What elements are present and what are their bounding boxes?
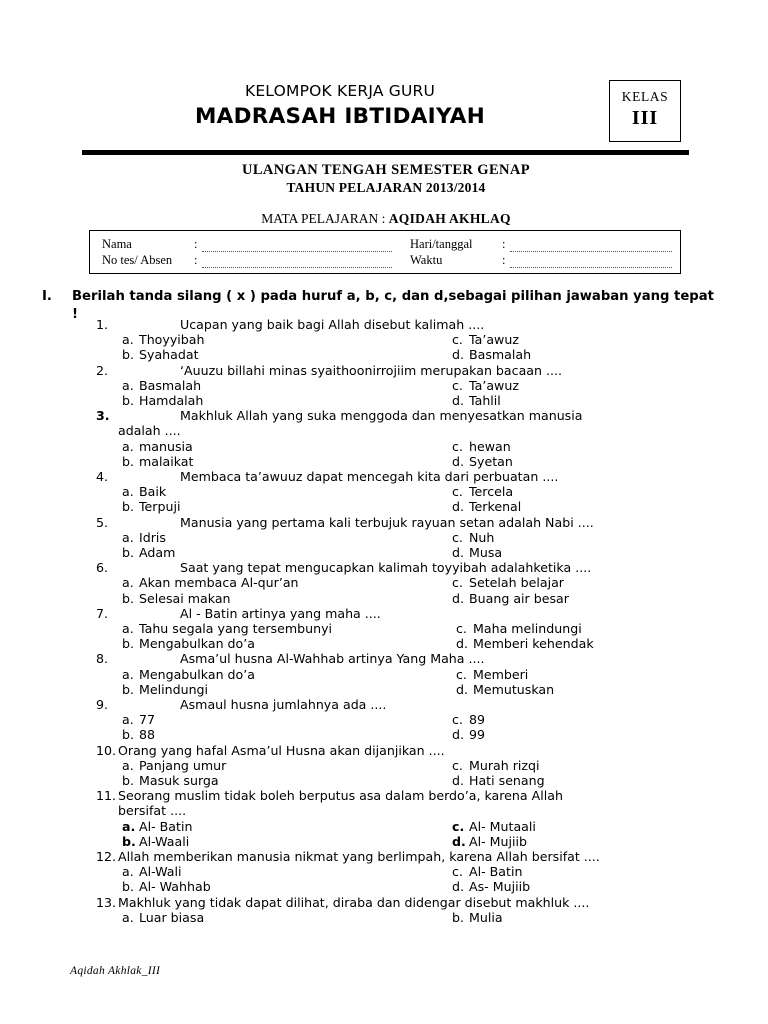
option-item[interactable] [122,621,332,636]
option-item[interactable] [452,758,540,773]
option-text: Selesai makan [139,590,231,606]
question-item [96,849,696,895]
question-number: 11. [96,788,117,804]
option-letter: d. [452,727,464,743]
option-text: Mulia [469,909,503,925]
option-letter: d. [456,681,468,697]
option-item[interactable] [452,332,519,347]
option-group [96,819,696,849]
option-item[interactable] [122,727,155,742]
option-text: Maha melindungi [473,620,582,636]
exam-subject-line [84,210,688,227]
option-item[interactable] [122,499,180,514]
identity-input-waktu[interactable] [510,256,672,268]
identity-label-waktu: Waktu [410,253,443,267]
option-text: Tahu segala yang tersembunyi [139,620,333,636]
option-letter: b. [122,590,134,606]
question-number: 3. [96,408,110,424]
option-item[interactable] [122,834,189,849]
student-identity-box [89,230,681,274]
option-text: Al- Mujiib [469,833,528,849]
option-item[interactable] [122,636,255,651]
option-item[interactable] [122,332,204,347]
identity-row-waktu [410,252,672,268]
option-letter: d. [452,392,464,408]
question-number: 2. [96,362,109,378]
option-letter: b. [122,681,134,697]
option-text: Nuh [469,529,495,545]
question-item [96,697,696,743]
option-text: malaikat [139,453,194,469]
option-item[interactable] [122,378,201,393]
identity-input-hari-tanggal[interactable] [510,240,672,252]
option-letter: b. [122,833,136,849]
exam-title: ULANGAN TENGAH SEMESTER GENAP [241,162,531,178]
option-text: Tercela [469,484,514,500]
option-text: Idris [139,529,166,545]
option-item[interactable] [122,758,226,773]
option-item[interactable] [456,621,582,636]
option-text: Baik [139,484,167,500]
question-text: Makhluk yang tidak dapat dilihat, diraba dan didengar disebut makhluk .... [118,894,590,910]
option-letter: a. [122,377,134,393]
option-text: Melindungi [139,681,209,697]
question-text: Membaca ta’awuuz dapat mencegah kita dari perbuatan .... [180,468,559,484]
identity-row-notes-absen [102,252,392,268]
option-letter: a. [122,620,134,636]
option-item[interactable] [122,575,299,590]
option-item[interactable] [452,575,564,590]
option-letter: a. [122,484,134,500]
option-letter: c. [456,620,467,636]
class-level-value: III [631,107,659,129]
option-letter: c. [452,575,463,591]
option-item[interactable] [452,879,530,894]
option-item[interactable] [452,773,545,788]
option-text: Memberi kehendak [473,636,594,652]
question-number: 1. [96,317,109,332]
option-text: Memutuskan [473,681,555,697]
question-item [96,317,696,363]
option-text: Terpuji [139,499,181,515]
question-item [96,606,696,652]
option-letter: b. [122,636,134,652]
identity-colon-hari-tanggal: : [502,237,506,251]
option-text: Al- Batin [469,864,523,880]
option-letter: c. [452,818,465,834]
option-item[interactable] [452,393,501,408]
option-item[interactable] [122,530,166,545]
identity-colon-waktu: : [502,253,506,267]
question-item [96,788,696,849]
question-item [96,743,696,789]
option-letter: a. [122,909,134,925]
option-letter: b. [122,879,134,895]
option-item[interactable] [452,439,511,454]
option-letter: a. [122,332,134,348]
question-head [96,697,696,712]
question-text: ‘Auuzu billahi minas syaithoonirrojiim merupakan bacaan .... [180,362,562,378]
option-letter: c. [456,666,467,682]
option-letter: a. [122,864,134,880]
page-footer: Aqidah Akhlak_III [70,965,161,977]
option-text: Al-Waali [139,833,190,849]
option-text: Syahadat [139,347,199,363]
question-head [96,895,696,910]
option-item[interactable] [452,864,522,879]
option-letter: b. [122,544,134,560]
option-letter: c. [452,484,463,500]
option-text: 99 [469,727,486,743]
question-text: Manusia yang pertama kali terbujuk rayuan setan adalah Nabi .... [180,514,594,530]
option-item[interactable] [122,484,166,499]
question-list [96,317,696,925]
question-text-continuation: adalah .... [118,423,181,439]
identity-label-nama: Nama [102,237,132,251]
class-level-box [609,80,681,142]
option-letter: a. [122,438,134,454]
option-text: hewan [469,438,511,454]
option-text: Basmalah [469,347,532,363]
question-head [96,560,696,575]
question-number: 4. [96,468,109,484]
option-item[interactable] [452,378,519,393]
option-text: Memberi [473,666,529,682]
option-item[interactable] [452,591,569,606]
option-item[interactable] [452,347,531,362]
question-item [96,560,696,606]
option-letter: d. [452,590,464,606]
option-letter: b. [122,499,134,515]
option-text: Akan membaca Al-qur’an [139,575,299,591]
option-letter: d. [452,347,464,363]
option-letter: b. [122,347,134,363]
option-letter: b. [122,772,134,788]
option-text: Buang air besar [469,590,569,606]
option-text: Tahlil [469,392,501,408]
option-group [96,332,696,362]
option-item[interactable] [452,834,527,849]
identity-input-nama[interactable] [202,240,392,252]
identity-row-hari-tanggal [410,236,672,252]
institution-title: MADRASAH IBTIDAIYAH [194,104,486,129]
option-letter: d. [452,499,464,515]
question-head [96,363,696,378]
option-letter: d. [452,453,464,469]
option-group [96,864,696,894]
option-group [96,910,696,925]
organization-title: KELOMPOK KERJA GURU [244,82,436,100]
option-letter: d. [452,544,464,560]
option-text: Murah rizqi [469,757,540,773]
identity-left-column [102,236,392,268]
option-item[interactable] [452,484,513,499]
exam-academic-year: TAHUN PELAJARAN 2013/2014 [286,180,486,195]
option-text: Thoyyibah [139,332,205,348]
option-item[interactable] [452,499,521,514]
option-letter: b. [122,392,134,408]
option-text: Setelah belajar [469,575,564,591]
question-text: Saat yang tepat mengucapkan kalimah toyyibah adalahketika .... [180,560,592,576]
option-text: Al- Batin [139,818,193,834]
option-text: Syetan [469,453,513,469]
question-text: Orang yang hafal Asma’ul Husna akan dijanjikan .... [118,742,445,758]
option-text: Ta’awuz [469,377,519,393]
option-group [96,621,696,651]
subject-value: AQIDAH AKHLAQ [388,211,511,226]
question-number: 6. [96,560,109,576]
option-item[interactable] [452,530,494,545]
option-item[interactable] [122,773,219,788]
option-group [96,758,696,788]
option-item[interactable] [122,545,175,560]
option-item[interactable] [122,393,203,408]
option-item[interactable] [122,712,155,727]
identity-input-notes-absen[interactable] [202,256,392,268]
option-item[interactable] [122,591,231,606]
class-level-label: KELAS [621,89,669,104]
identity-right-column [410,236,672,268]
option-item[interactable] [122,819,192,834]
identity-colon-nama: : [194,237,198,251]
option-item[interactable] [452,819,536,834]
section-number: I. [42,289,52,304]
option-letter: a. [122,575,134,591]
option-item[interactable] [452,712,485,727]
option-item[interactable] [122,439,193,454]
question-item [96,651,696,697]
option-letter: d. [452,833,466,849]
option-letter: d. [452,772,464,788]
option-text: Ta’awuz [469,332,519,348]
question-text: Seorang muslim tidak boleh berputus asa dalam berdo’a, karena Allah [118,788,563,804]
option-text: Masuk surga [139,772,219,788]
option-letter: b. [452,909,464,925]
question-head [96,788,696,803]
identity-label-hari-tanggal: Hari/tanggal [410,237,473,251]
question-number: 8. [96,651,109,667]
option-item[interactable] [122,682,208,697]
option-text: As- Mujiib [469,879,531,895]
option-letter: c. [452,712,463,728]
option-group [96,667,696,697]
option-letter: a. [122,529,134,545]
option-item[interactable] [456,682,554,697]
option-letter: d. [456,636,468,652]
option-group [96,575,696,605]
option-text: Adam [139,544,176,560]
question-item [96,515,696,561]
option-text: Al- Mutaali [469,818,536,834]
question-text: Ucapan yang baik bagi Allah disebut kalimah .... [180,317,485,332]
question-text-continuation: bersifat .... [118,803,187,819]
option-item[interactable] [122,667,255,682]
header-title-block [90,82,590,130]
question-item [96,469,696,515]
question-text: Asma’ul husna Al-Wahhab artinya Yang Maha .... [180,651,485,667]
question-head [96,849,696,864]
option-letter: b. [122,727,134,743]
option-letter: a. [122,818,136,834]
option-letter: a. [122,712,134,728]
question-text: Makhluk Allah yang suka menggoda dan menyesatkan manusia [180,408,583,424]
question-head [96,743,696,758]
option-group [96,530,696,560]
option-text: manusia [139,438,193,454]
option-text: Hamdalah [139,392,204,408]
question-head [96,651,696,666]
option-letter: a. [122,666,134,682]
option-text: Basmalah [139,377,202,393]
option-text: Al- Wahhab [139,879,211,895]
option-item[interactable] [122,910,204,925]
option-letter: a. [122,757,134,773]
question-text: Asmaul husna jumlahnya ada .... [180,696,387,712]
question-number: 13. [96,894,117,910]
subject-label: MATA PELAJARAN : [261,211,389,226]
option-group [96,484,696,514]
option-letter: d. [452,879,464,895]
option-text: 89 [469,712,486,728]
exam-title-block [84,161,688,227]
identity-label-notes-absen: No tes/ Absen [102,253,173,267]
option-item[interactable] [122,347,199,362]
option-item[interactable] [456,667,528,682]
option-text: Luar biasa [139,909,205,925]
question-head [96,408,696,423]
option-text: Hati senang [469,772,545,788]
option-letter: b. [122,453,134,469]
option-text: Al-Wali [139,864,182,880]
question-head [96,317,696,332]
option-group [96,439,696,469]
option-item[interactable] [452,727,485,742]
option-item[interactable] [122,864,182,879]
question-head [96,469,696,484]
option-item[interactable] [122,454,193,469]
option-text: Terkenal [469,499,522,515]
question-head [96,515,696,530]
option-item[interactable] [456,636,594,651]
option-item[interactable] [452,910,503,925]
identity-colon-notes-absen: : [194,253,198,267]
option-letter: c. [452,438,463,454]
option-item[interactable] [452,454,513,469]
question-item [96,363,696,409]
question-head [96,606,696,621]
option-text: Musa [469,544,503,560]
question-item [96,408,696,469]
question-number: 7. [96,605,109,621]
option-letter: c. [452,757,463,773]
option-letter: c. [452,377,463,393]
option-text: Panjang umur [139,757,227,773]
option-text: Mengabulkan do’a [139,666,255,682]
option-letter: c. [452,529,463,545]
question-text: Allah memberikan manusia nikmat yang berlimpah, karena Allah bersifat .... [118,848,600,864]
identity-row-nama [102,236,392,252]
option-group [96,712,696,742]
option-text: 77 [139,712,156,728]
question-number: 10. [96,742,117,758]
option-item[interactable] [452,545,502,560]
question-text: Al - Batin artinya yang maha .... [180,605,381,621]
option-group [96,378,696,408]
option-letter: c. [452,332,463,348]
question-number: 5. [96,514,109,530]
option-text: 88 [139,727,156,743]
question-item [96,895,696,925]
header-divider-rule [82,150,689,155]
question-number: 12. [96,848,117,864]
section-instruction-text: Berilah tanda silang ( x ) pada huruf a, b, c, dan d,sebagai pilihan jawaban yang tepat ! [72,289,714,322]
option-text: Mengabulkan do’a [139,636,255,652]
option-item[interactable] [122,879,211,894]
question-number: 9. [96,696,109,712]
option-letter: c. [452,864,463,880]
